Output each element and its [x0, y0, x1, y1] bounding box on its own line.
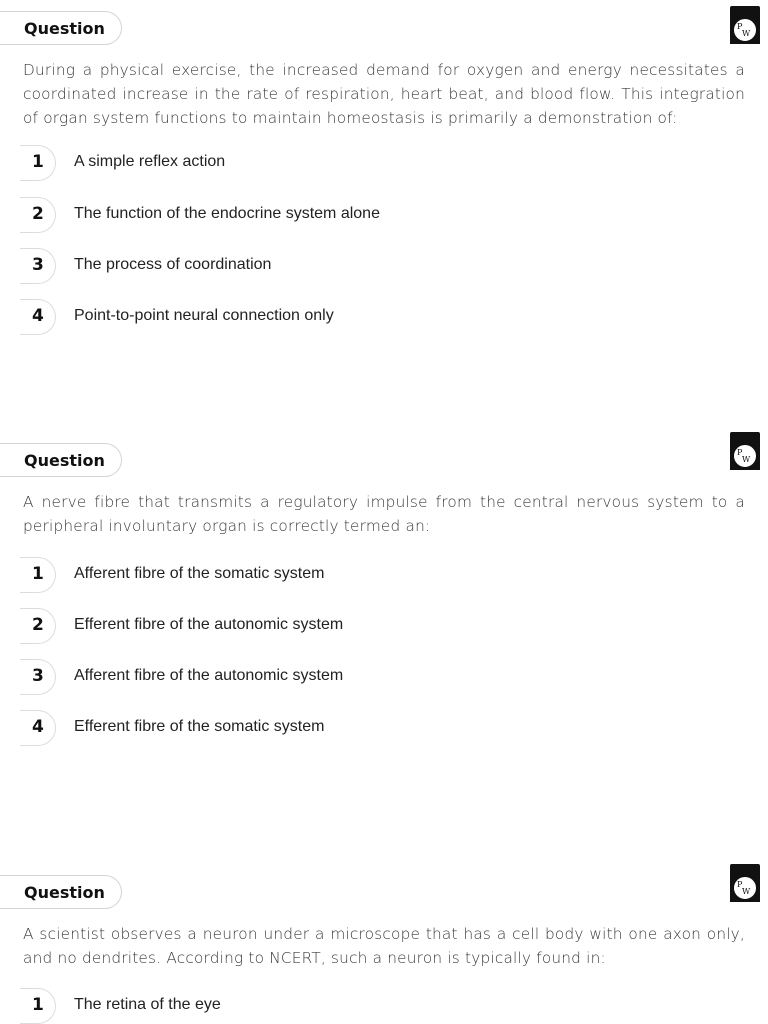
option-item[interactable] [0, 710, 700, 746]
svg-text:P: P [737, 880, 743, 889]
question-heading-tab [0, 11, 122, 45]
question-heading-tab [0, 875, 122, 909]
option-label: Efferent fibre of the somatic system [74, 718, 325, 735]
svg-text:W: W [742, 455, 751, 464]
option-item[interactable] [0, 197, 700, 233]
question-text: During a physical exercise, the increased demand for oxygen and energy necessitates a coordinated increase in the rate of respiration, heart beat, and blood flow. This integration of organ system functions to maintain homeostasis is primarily a demonstration of: [23, 61, 745, 127]
option-item[interactable] [0, 145, 700, 181]
pw-logo-icon [730, 864, 760, 902]
option-label: The process of coordination [74, 256, 272, 273]
option-number-badge: 1 [20, 145, 56, 181]
svg-text:W: W [742, 887, 751, 896]
svg-text:W: W [742, 29, 751, 38]
pw-logo-icon [730, 6, 760, 44]
option-number-badge: 3 [20, 659, 56, 695]
option-number-badge: 4 [20, 710, 56, 746]
option-label: Afferent fibre of the autonomic system [74, 667, 344, 684]
option-item[interactable] [0, 988, 700, 1024]
option-label: Efferent fibre of the autonomic system [74, 616, 344, 633]
pw-logo-icon [730, 432, 760, 470]
option-number-badge: 4 [20, 299, 56, 335]
option-number-badge: 2 [20, 197, 56, 233]
option-label: Point-to-point neural connection only [74, 307, 334, 324]
question-text: A nerve fibre that transmits a regulatory impulse from the central nervous system to a peripheral involuntary organ is correctly termed an: [23, 493, 745, 535]
option-item[interactable] [0, 557, 700, 593]
question-heading: Question [24, 883, 105, 902]
option-label: A simple reflex action [74, 153, 226, 170]
question-text: A scientist observes a neuron under a microscope that has a cell body with one axon only, and no dendrites. According to NCERT, such a neuron is typically found in: [23, 925, 745, 967]
question-heading: Question [24, 19, 105, 38]
option-label: The retina of the eye [74, 996, 221, 1013]
option-item[interactable] [0, 608, 700, 644]
option-item[interactable] [0, 248, 700, 284]
option-label: The function of the endocrine system alone [74, 205, 380, 222]
question-heading: Question [24, 451, 105, 470]
svg-text:P: P [737, 448, 743, 457]
option-item[interactable] [0, 299, 700, 335]
option-label: Afferent fibre of the somatic system [74, 565, 325, 582]
option-item[interactable] [0, 659, 700, 695]
option-number-badge: 2 [20, 608, 56, 644]
svg-text:P: P [737, 22, 743, 31]
question-heading-tab [0, 443, 122, 477]
option-number-badge: 1 [20, 557, 56, 593]
option-number-badge: 3 [20, 248, 56, 284]
option-number-badge: 1 [20, 988, 56, 1024]
